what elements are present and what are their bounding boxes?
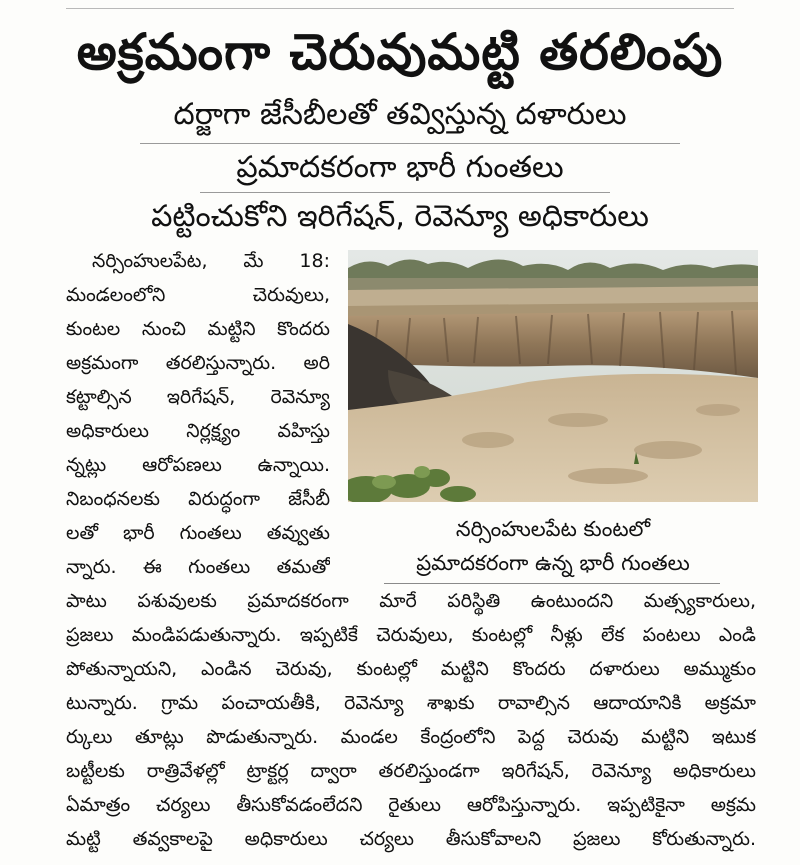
body-line: కట్టాల్సిన ఇరిగేషన్, రెవెన్యూ (66, 386, 330, 408)
body-line: న్నారు. ఈ గుంతలు తమతో (66, 556, 330, 578)
subheadline-3: పట్టించుకోని ఇరిగేషన్, రెవెన్యూ అధికారులు (151, 199, 649, 234)
subheadline-2: ప్రమాదకరంగా భారీ గుంతలు (236, 150, 564, 185)
body-line: నిబంధనలకు విరుద్ధంగా జేసీబీ (66, 488, 330, 510)
caption-line-2: ప్రమాదకరంగా ఉన్న భారీ గుంతలు (416, 551, 690, 575)
body-line: న్నట్లు ఆరోపణలు ఉన్నాయి. (66, 454, 330, 476)
lakebed-pits-image (348, 250, 758, 502)
body-line: ప్రజలు మండిపడుతున్నారు. ఇప్పటికే చెరువులు, కుంటల్లో నీళ్లు లేక పంటలు ఎండి (66, 624, 756, 646)
body-line: ర్కులు తూట్లు పొడుతున్నారు. మండల కేంద్రంలోని పెద్ద చెరువు మట్టిని ఇటుక (66, 726, 756, 748)
body-line: ఏమాత్రం చర్యలు తీసుకోవడంలేదని రైతులు ఆరోపిస్తున్నారు. ఇప్పటికైనా అక్రమ (66, 794, 756, 816)
body-line: మండలంలోని చెరువులు, (66, 284, 330, 306)
body-line: పాటు పశువులకు ప్రమాదకరంగా మారే పరిస్థితి ఉంటుందని మత్స్యకారులు, (66, 590, 756, 612)
body-line: నర్సింహులపేట, మే 18: (92, 250, 330, 272)
article-photo (348, 250, 758, 502)
body-column-narrow (66, 244, 330, 584)
body-line: అధికారులు నిర్లక్ష్యం వహిస్తు (66, 420, 330, 442)
body-line: బట్టీలకు రాత్రివేళల్లో ట్రాక్టర్ల ద్వారా తరలిస్తుండగా ఇరిగేషన్, రెవెన్యూ అధికారులు (66, 760, 756, 782)
headline: అక్రమంగా చెరువుమట్టి తరలింపు (76, 23, 724, 81)
deck-divider-2 (200, 192, 610, 193)
body-line: మట్టి తవ్వకాలపై అధికారులు చర్యలు తీసుకోవాలని ప్రజలు కోరుతున్నారు. (66, 828, 756, 850)
body-line: కుంటల నుంచి మట్టిని కొందరు (66, 318, 330, 340)
deck-divider-1 (140, 143, 680, 144)
top-divider (66, 8, 734, 9)
body-line: పోతున్నాయని, ఎండిన చెరువు, కుంటల్లో మట్టిని కొందరు దళారులు అమ్ముకుం (66, 658, 756, 680)
caption-line-1: నర్సింహులపేట కుంటలో (455, 517, 651, 541)
body-line: లతో భారీ గుంతలు తవ్వుతు (66, 522, 330, 544)
subheadline-1: దర్జాగా జేసీబీలతో తవ్విస్తున్న దళారులు (173, 97, 627, 132)
body-line: టున్నారు. గ్రామ పంచాయతీకి, రెవెన్యూ శాఖకు రావాల్సిన ఆదాయానికి అక్రమా (66, 692, 756, 714)
body-line: అక్రమంగా తరలిస్తున్నారు. అరి (66, 352, 330, 374)
body-column-wide (66, 584, 756, 856)
photo-caption (348, 512, 758, 580)
